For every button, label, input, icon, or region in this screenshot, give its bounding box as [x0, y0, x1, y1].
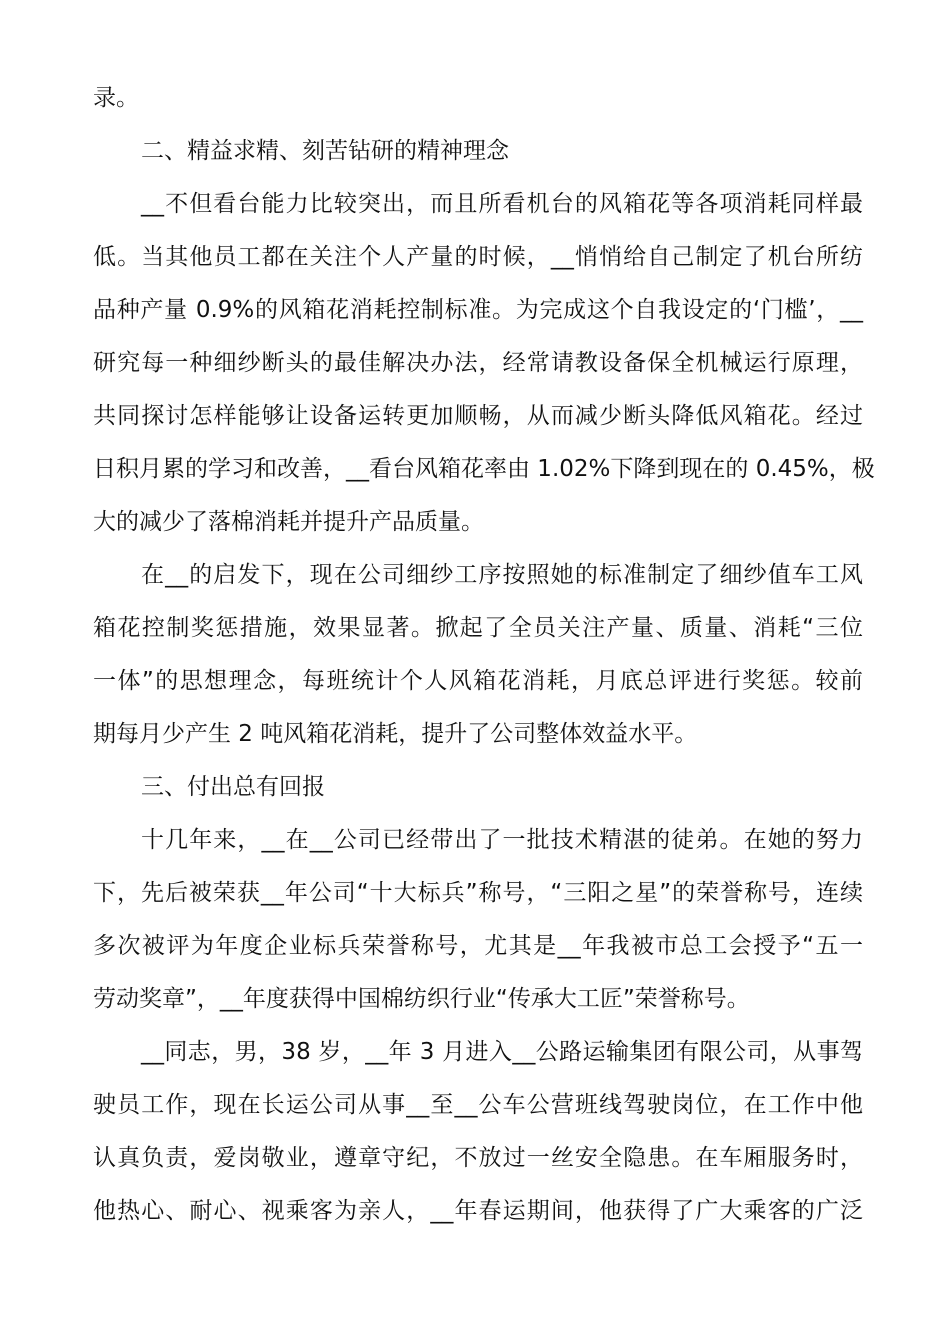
text-line: 十几年来，__在__公司已经带出了一批技术精湛的徒弟。在她的努力 — [141, 827, 863, 853]
text-line: 低。当其他员工都在关注个人产量的时候，__悄悄给自己制定了机台所纺 — [93, 244, 863, 270]
text-line: 箱花控制奖惩措施，效果显著。掀起了全员关注产量、质量、消耗“三位 — [93, 615, 863, 641]
text-line: 劳动奖章”，__年度获得中国棉纺织行业“传承大工匠”荣誉称号。 — [93, 986, 750, 1012]
text-line: 一体”的思想理念，每班统计个人风箱花消耗，月底总评进行奖惩。较前 — [93, 668, 863, 694]
text-line: 品种产量 0.9%的风箱花消耗控制标准。为完成这个自我设定的‘门槛’，__ — [93, 297, 863, 323]
text-line: 在__的启发下，现在公司细纱工序按照她的标准制定了细纱值车工风 — [141, 562, 863, 588]
section-heading: 二、精益求精、刻苦钻研的精神理念 — [141, 138, 509, 164]
text-line: 认真负责，爱岗敬业，遵章守纪，不放过一丝安全隐患。在车厢服务时， — [93, 1145, 863, 1171]
text-line: 驶员工作，现在长运公司从事__至__公车公营班线驾驶岗位，在工作中他 — [93, 1092, 863, 1118]
text-line: 多次被评为年度企业标兵荣誉称号，尤其是__年我被市总工会授予“五一 — [93, 933, 863, 959]
text-line: 期每月少产生 2 吨风箱花消耗，提升了公司整体效益水平。 — [93, 721, 698, 747]
text-line: 大的减少了落棉消耗并提升产品质量。 — [93, 509, 484, 535]
text-line: 录。 — [93, 85, 139, 111]
text-line: 他热心、耐心、视乘客为亲人，__年春运期间，他获得了广大乘客的广泛 — [93, 1198, 863, 1224]
text-line: 研究每一种细纱断头的最佳解决办法，经常请教设备保全机械运行原理， — [93, 350, 863, 376]
text-line: 下，先后被荣获__年公司“十大标兵”称号，“三阳之星”的荣誉称号，连续 — [93, 880, 863, 906]
text-line: __不但看台能力比较突出，而且所看机台的风箱花等各项消耗同样最 — [141, 191, 863, 217]
text-line: 日积月累的学习和改善，__看台风箱花率由 1.02%下降到现在的 0.45%，极 — [93, 456, 875, 482]
document-body — [93, 72, 875, 1238]
text-line: 共同探讨怎样能够让设备运转更加顺畅，从而减少断头降低风箱花。经过 — [93, 403, 863, 429]
text-line: __同志，男，38 岁，__年 3 月进入__公路运输集团有限公司，从事驾 — [141, 1039, 863, 1065]
section-heading: 三、付出总有回报 — [141, 774, 325, 800]
